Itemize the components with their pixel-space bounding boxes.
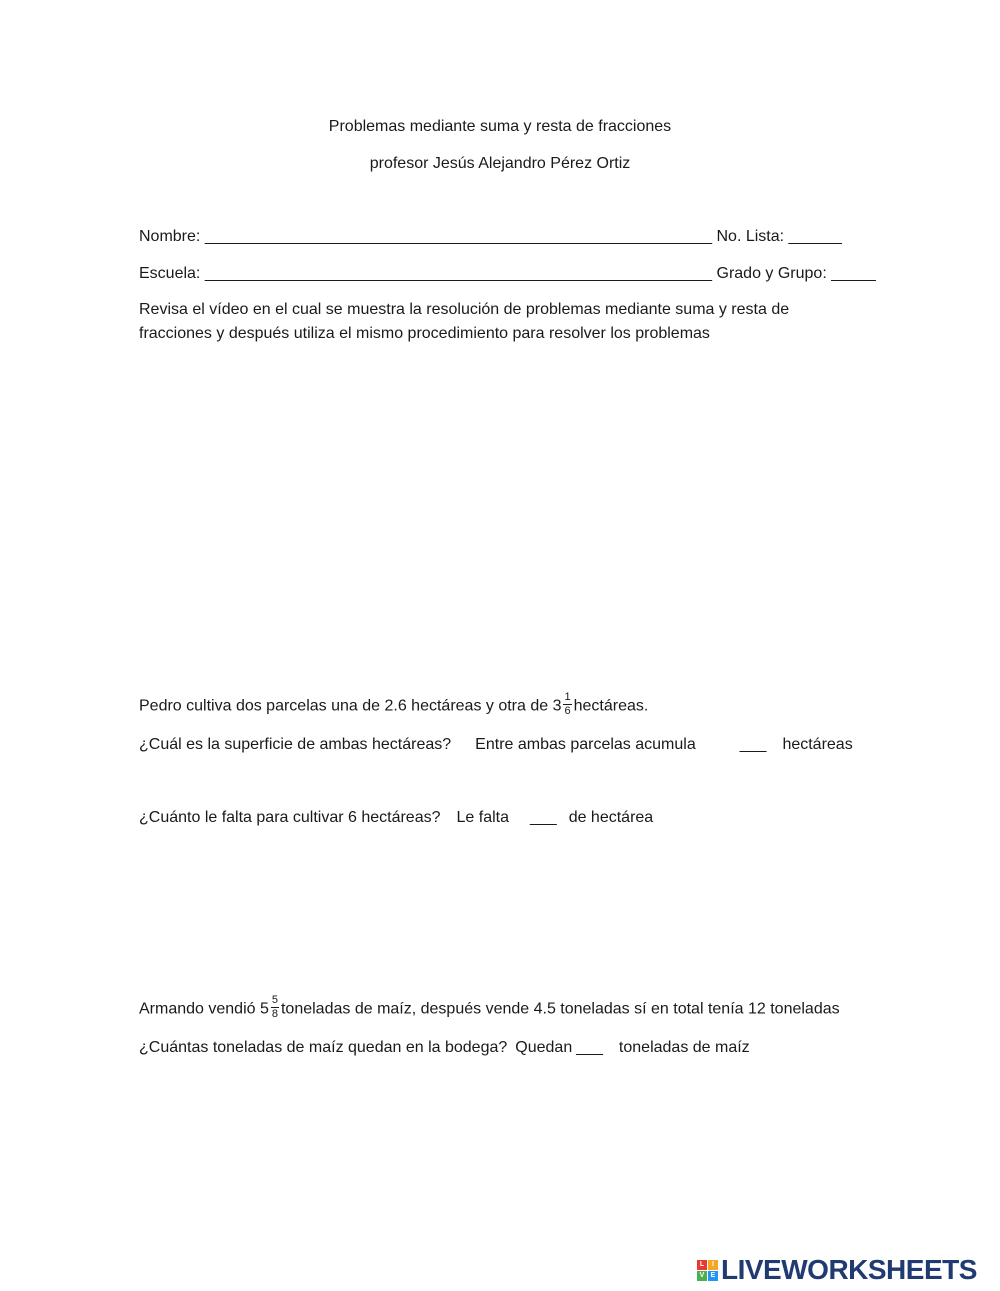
question-text: ¿Cuál es la superficie de ambas hectáreas? [139,736,452,753]
answer-prefix: Le falta [456,809,509,826]
list-blank[interactable]: ______ [788,228,842,245]
group-label: Grado y Grupo: [716,265,827,282]
problem-1-question-2 [139,808,653,828]
name-blank[interactable]: _________________________________________________________ [204,228,713,245]
fraction-numerator: 5 [271,994,278,1006]
answer-prefix: Entre ambas parcelas acumula [475,736,696,753]
answer-blank[interactable]: ___ [739,736,767,753]
problem-2-fraction [271,995,279,1020]
question-text: ¿Cuántas toneladas de maíz quedan en la bodega? [139,1039,508,1056]
list-label: No. Lista: [716,228,785,245]
name-row [139,227,842,247]
problem-2-text-post: toneladas de maíz, después vende 4.5 toneladas sí en total tenía 12 toneladas [280,1000,840,1018]
problem-1-question-1 [139,735,853,755]
answer-prefix: Quedan [515,1039,573,1056]
logo-text: LIVEWORKSHEETS [721,1254,977,1285]
teacher-name: profesor Jesús Alejandro Pérez Ortiz [369,155,631,172]
answer-suffix: toneladas de maíz [618,1039,750,1056]
instructions-line-1: Revisa el vídeo en el cual se muestra la resolución de problemas mediante suma y resta de [139,301,790,318]
group-blank[interactable]: _____ [831,265,876,282]
logo-tile-l: L [697,1260,707,1270]
problem-1-statement [139,691,649,719]
problem-1-fraction [563,692,571,717]
school-row [139,264,876,284]
answer-blank[interactable]: ___ [576,1039,603,1056]
answer-suffix: hectáreas [782,736,853,753]
answer-blank[interactable]: ___ [529,809,557,826]
fraction-numerator: 1 [564,691,571,703]
instructions-line-2: fracciones y después utiliza el mismo procedimiento para resolver los problemas [139,325,710,342]
question-text: ¿Cuánto le falta para cultivar 6 hectáreas? [139,809,441,826]
answer-suffix: de hectárea [568,809,654,826]
school-label: Escuela: [139,265,201,282]
fraction-denominator: 8 [271,1008,278,1020]
problem-1-text-post: hectáreas. [573,697,649,715]
liveworksheets-logo [697,1256,977,1284]
name-label: Nombre: [139,228,201,245]
logo-tile-v: V [697,1271,707,1281]
fraction-denominator: 6 [564,705,571,717]
problem-1-text-pre: Pedro cultiva dos parcelas una de 2.6 hectáreas y otra de 3 [139,697,562,715]
logo-tile-i: I [708,1260,718,1270]
problem-2-text-pre: Armando vendió 5 [139,1000,269,1018]
problem-2-statement [139,994,840,1022]
school-blank[interactable]: _________________________________________________________ [204,265,713,282]
logo-tiles-icon [697,1260,718,1281]
problem-2-question-1 [139,1038,750,1058]
page-title: Problemas mediante suma y resta de fracciones [328,118,672,135]
logo-tile-e: E [708,1271,718,1281]
